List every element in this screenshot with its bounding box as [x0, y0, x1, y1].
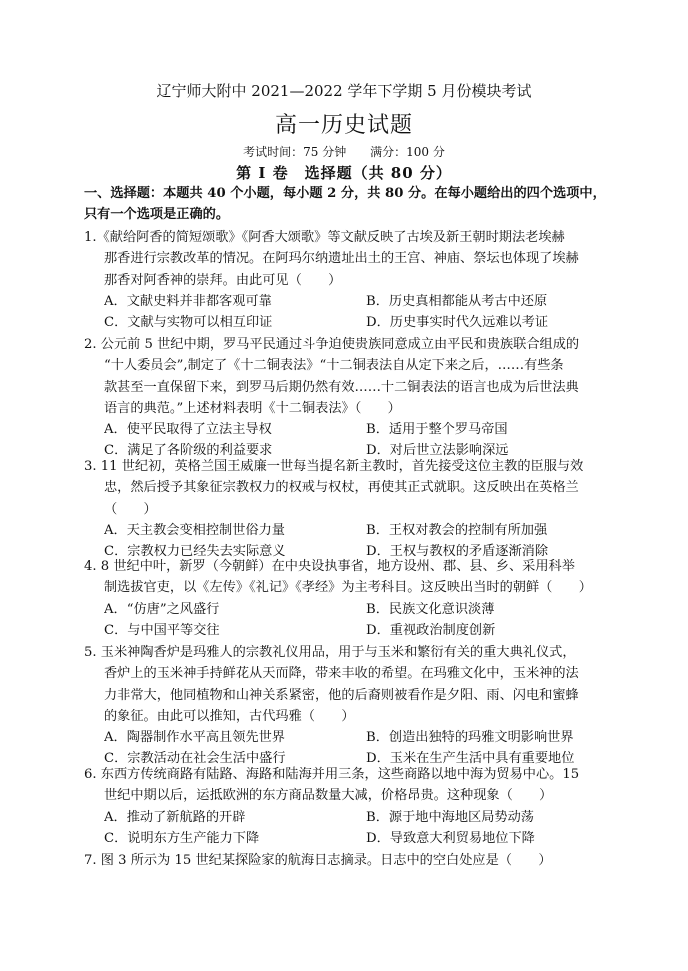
question-stem-line: 3. 11 世纪初，英格兰国王威廉一世每当提名新主教时，首先接受这位主教的臣服与效: [84, 459, 584, 474]
option-d[interactable]: D．对后世立法影响深远: [366, 443, 509, 459]
option-b[interactable]: B．王权对教会的控制有所加强: [366, 522, 548, 538]
option-b[interactable]: B．创造出独特的玛雅文明影响世界: [366, 730, 574, 746]
option-b[interactable]: B．历史真相都能从考古中还原: [366, 293, 548, 309]
option-d[interactable]: D．玉米在生产生活中具有重要地位: [366, 751, 575, 767]
option-a[interactable]: A．天主教会变相控制世俗力量: [104, 522, 285, 538]
option-a[interactable]: A．陶器制作水平高且领先世界: [104, 730, 285, 746]
option-b[interactable]: B．民族文化意识淡薄: [366, 601, 495, 617]
option-a[interactable]: A．“仿唐”之风盛行: [104, 601, 220, 617]
section-instructions: [84, 183, 624, 225]
question-stem-line: 语言的典范。”上述材料表明《十二铜表法》（ ）: [104, 400, 401, 416]
option-a[interactable]: A．使平民取得了立法主导权: [104, 422, 272, 438]
question-3: [84, 456, 624, 562]
question-2: [84, 334, 624, 462]
question-stem-line: 4. 8 世纪中叶，新罗（今朝鲜）在中央设执事省，地方设州、郡、县、乡、采用科举: [84, 559, 575, 574]
option-c[interactable]: C．宗教权力已经失去实际意义: [104, 544, 286, 560]
question-stem-line: 力非常大，他同植物和山神关系紧密，他的后裔则被看作是夕阳、雨、闪电和蜜蜂: [104, 687, 579, 703]
option-c[interactable]: C．宗教活动在社会生活中盛行: [104, 751, 286, 767]
part-heading: 第 Ⅰ 卷 选择题（共 80 分）: [236, 164, 452, 182]
question-stem-line: 世纪中期以后，运抵欧洲的东方商品数量大减，价格昂贵。这种现象（ ）: [104, 788, 553, 804]
question-5: [84, 642, 624, 770]
option-a[interactable]: A．推动了新航路的开辟: [104, 809, 246, 825]
question-stem-line: “十人委员会”,制定了《十二铜表法》“十二铜表法自从定下来之后，……有些条: [104, 358, 564, 374]
question-stem-line: （ ）: [104, 501, 157, 517]
question-stem-line: 的象征。由此可以推知，古代玛雅（ ）: [104, 708, 355, 724]
question-stem-line: 1.《献给阿香的简短颂歌》《阿香大颂歌》等文献反映了古埃及新王朝时期法老埃赫: [84, 230, 565, 245]
option-c[interactable]: C．说明东方生产能力下降: [104, 830, 260, 846]
option-d[interactable]: D．重视政治制度创新: [366, 622, 496, 638]
exam-score: 满分：100 分: [370, 145, 445, 159]
question-6: [84, 764, 624, 849]
question-stem-line: 那香对阿香神的崇拜。由此可见（ ）: [104, 272, 342, 288]
option-d[interactable]: D．导致意大利贸易地位下降: [366, 830, 535, 846]
instructions-line: 只有一个选项是正确的。: [84, 207, 230, 222]
question-stem-line: 2. 公元前 5 世纪中期，罗马平民通过斗争迫使贵族同意成立由平民和贵族联合组成的: [84, 337, 580, 352]
question-stem-line: 那香进行宗教改革的情况。在阿玛尔纳遗址出土的王宫、神庙、祭坛也体现了埃赫: [104, 251, 579, 267]
exam-time: 考试时间：75 分钟: [243, 145, 347, 159]
option-d[interactable]: D．历史事实时代久远难以考证: [366, 315, 549, 331]
question-7: [84, 850, 624, 871]
question-1: [84, 227, 624, 333]
question-4: [84, 556, 624, 641]
question-stem-line: 款甚至一直保留下来，到罗马后期仍然有效……十二铜表法的语言也成为后世法典: [104, 379, 579, 395]
school-exam-heading: 辽宁师大附中 2021—2022 学年下学期 5 月份模块考试: [156, 82, 532, 100]
option-c[interactable]: C．满足了各阶级的利益要求: [104, 443, 273, 459]
option-b[interactable]: B．适用于整个罗马帝国: [366, 422, 508, 438]
instructions-line: 一、选择题：本题共 40 个小题，每小题 2 分，共 80 分。在每小题给出的四个选项中，: [84, 186, 606, 201]
option-d[interactable]: D．王权与教权的矛盾逐渐消除: [366, 544, 549, 560]
question-stem-line: 制选拔官吏，以《左传》《礼记》《孝经》为主考科目。这反映出当时的朝鲜（ ）: [104, 580, 592, 596]
exam-meta: [0, 143, 688, 160]
question-stem-line: 7. 图 3 所示为 15 世纪某探险家的航海日志摘录。日志中的空白处应是（ ）: [84, 853, 552, 868]
question-stem-line: 5. 玉米神陶香炉是玛雅人的宗教礼仪用品，用于与玉米和繁衍有关的重大典礼仪式，: [84, 645, 576, 660]
option-b[interactable]: B．源于地中海地区局势动荡: [366, 809, 534, 825]
option-c[interactable]: C．与中国平等交往: [104, 622, 220, 638]
option-c[interactable]: C．文献与实物可以相互印证: [104, 315, 273, 331]
question-stem-line: 忠，然后授予其象征宗教权力的权戒与权杖，再使其正式就职。这反映出在英格兰: [104, 480, 579, 496]
question-stem-line: 香炉上的玉米神手持鲜花从天而降，带来丰收的希望。在玛雅文化中，玉米神的法: [104, 666, 579, 682]
option-a[interactable]: A．文献史料并非都客观可靠: [104, 293, 272, 309]
question-stem-line: 6. 东西方传统商路有陆路、海路和陆海并用三条，这些商路以地中海为贸易中心。15: [84, 767, 580, 782]
page-title: 高一历史试题: [274, 113, 413, 138]
